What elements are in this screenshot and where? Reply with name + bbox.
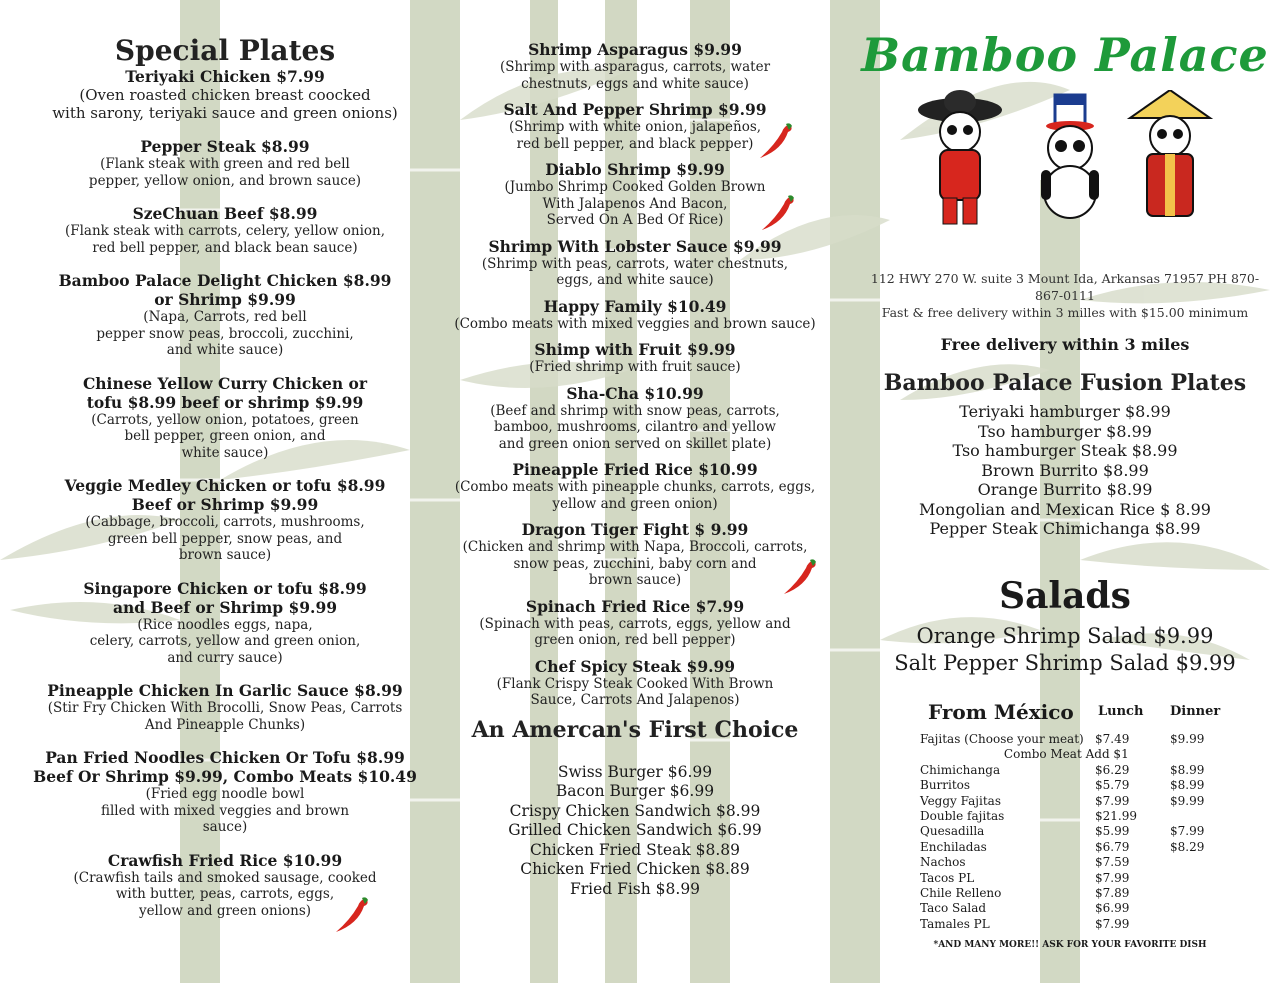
- mexico-table: [920, 732, 1240, 932]
- menu-item-desc: (Oven roasted chicken breast coocked with sarony, teriyaki sauce and green onions): [52, 86, 398, 122]
- american-item: Chicken Fried Chicken $8.89: [520, 860, 750, 878]
- mexico-row: [920, 871, 1240, 886]
- menu-item-name: Crawfish Fried Rice $10.99: [107, 850, 343, 870]
- fusion-list: [860, 402, 1270, 539]
- menu-item-name: Pineapple Fried Rice $10.99: [512, 460, 758, 479]
- salads-section: [860, 575, 1270, 677]
- fusion-item: Mongolian and Mexican Rice $ 8.99: [919, 499, 1211, 519]
- menu-item: [20, 374, 430, 462]
- mexico-item-name: Tacos PL: [920, 870, 975, 885]
- menu-item: [440, 297, 830, 333]
- mexico-dinner-price: $8.99: [1170, 762, 1205, 777]
- menu-item-desc: (Flank steak with green and red bell pepper, yellow onion, and brown sauce): [88, 156, 362, 189]
- mexico-dinner-price: $9.99: [1170, 793, 1205, 808]
- menu-item-desc: (Carrots, yellow onion, potatoes, green bell pepper, green onion, and white sauce): [91, 411, 359, 461]
- menu-item: [20, 748, 430, 836]
- menu-item-name: Sha-Cha $10.99: [566, 383, 704, 403]
- mexico-dinner-price: [1170, 886, 1230, 901]
- mexico-item-name: Veggy Fajitas: [920, 793, 1001, 808]
- mexico-lunch-price: $7.99: [1095, 793, 1130, 808]
- menu-item-name: Salt And Pepper Shrimp $9.99: [503, 100, 767, 119]
- fusion-item: Brown Burrito $8.99: [981, 460, 1149, 480]
- menu-item-desc: (Jumbo Shrimp Cooked Golden Brown With Jalapenos And Bacon, Served On A Bed Of Rice): [504, 179, 766, 228]
- mexico-lunch-price: $7.99: [1095, 870, 1130, 885]
- menu-item-desc: (Rice noodles eggs, napa, celery, carrots, yellow and green onion, and curry sauce): [89, 616, 361, 666]
- brand-column: [860, 0, 1270, 950]
- menu-item: [440, 40, 830, 92]
- mexico-dinner-price: $8.29: [1170, 839, 1205, 854]
- menu-item: [20, 579, 430, 667]
- chili-pepper-icon: [780, 556, 820, 596]
- menu-item-desc: (Flank Crispy Steak Cooked With Brown Sauce, Carrots And Jalapenos): [496, 675, 774, 708]
- mexico-item-name: Taco Salad: [920, 901, 987, 916]
- panda-mascots-image: [905, 90, 1225, 230]
- menu-item-name: Happy Family $10.49: [543, 296, 727, 316]
- mexico-row: [920, 840, 1240, 855]
- menu-item-name: Teriyaki Chicken $7.99: [125, 67, 325, 86]
- chili-pepper-icon: [756, 120, 796, 160]
- salad-item: Orange Shrimp Salad $9.99: [916, 623, 1214, 648]
- mexico-dinner-price: [1170, 855, 1230, 870]
- menu-item-name: Dragon Tiger Fight $ 9.99: [521, 520, 749, 539]
- american-item: Bacon Burger $6.99: [555, 782, 715, 800]
- special-plates-list: [20, 67, 430, 919]
- special-plates-title: Special Plates: [114, 34, 336, 67]
- mexico-item-name: Chile Relleno: [920, 886, 1002, 901]
- mexico-dinner-price: [1170, 809, 1230, 824]
- menu-item: [440, 460, 830, 512]
- menu-item-name: Pineapple Chicken In Garlic Sauce $8.99: [47, 681, 403, 700]
- menu-item-name: Shimp with Fruit $9.99: [534, 340, 736, 359]
- chili-pepper-icon: [758, 192, 798, 232]
- menu-item: [440, 384, 830, 453]
- menu-item: [440, 520, 830, 589]
- menu-item-name: Singapore Chicken or tofu $8.99 and Beef or Shrimp $9.99: [83, 578, 367, 617]
- fusion-item: Orange Burrito $8.99: [977, 480, 1153, 499]
- mexico-row: [920, 809, 1240, 824]
- menu-item-desc: (Shrimp with peas, carrots, water chestnuts, eggs, and white sauce): [481, 255, 789, 288]
- menu-item-desc: (Napa, Carrots, red bell pepper snow peas, broccoli, zucchini, and white sauce): [96, 309, 354, 358]
- menu-item-desc: (Cabbage, broccoli, carrots, mushrooms, green bell pepper, snow peas, and brown sauce): [85, 514, 365, 563]
- lunch-label: Lunch: [1098, 704, 1144, 719]
- menu-item-name: Chinese Yellow Curry Chicken or tofu $8.99 beef or shrimp $9.99: [82, 373, 368, 412]
- fusion-item: Tso hamburger Steak $8.99: [952, 441, 1178, 460]
- menu-item-desc: (Spinach with peas, carrots, eggs, yellow and green onion, red bell pepper): [479, 615, 791, 648]
- mexico-dinner-price: $8.99: [1170, 778, 1205, 793]
- american-item: Swiss Burger $6.99: [557, 762, 713, 781]
- menu-item-name: Shrimp Asparagus $9.99: [528, 40, 742, 59]
- mexico-row: [920, 794, 1240, 809]
- mexico-item-name: Double fajitas: [920, 809, 1005, 824]
- mexico-title: From México: [928, 700, 1074, 724]
- fusion-title: Bamboo Palace Fusion Plates: [883, 370, 1247, 396]
- mexico-lunch-price: $5.79: [1095, 778, 1130, 793]
- mexico-lunch-price: $7.89: [1095, 886, 1130, 901]
- brand-logo-text: Bamboo Palace: [861, 28, 1269, 82]
- mexico-item-name: Chimichanga: [920, 762, 1001, 777]
- address-text: 112 HWY 270 W. suite 3 Mount Ida, Arkansas 71957 PH 870-867-0111: [870, 271, 1260, 303]
- mexico-dinner-price: [1186, 747, 1240, 762]
- menu-item-name: Pan Fried Noodles Chicken Or Tofu $8.99 Beef Or Shrimp $9.99, Combo Meats $10.49: [33, 748, 417, 786]
- mexico-dinner-price: $7.99: [1170, 824, 1205, 839]
- mexico-lunch-price: $21.99: [1095, 809, 1137, 824]
- mexico-lunch-price: $7.99: [1095, 916, 1130, 931]
- mexico-lunch-price: $5.99: [1095, 824, 1130, 839]
- american-item: Crispy Chicken Sandwich $8.99: [509, 801, 761, 820]
- menu-item-desc: (Crawfish tails and smoked sausage, cooked with butter, peas, carrots, eggs, yellow and green onions): [73, 869, 377, 919]
- menu-item: [20, 137, 430, 189]
- mexico-lunch-price: $6.79: [1095, 839, 1130, 854]
- mexico-lunch-price: $6.99: [1095, 901, 1130, 916]
- fusion-item: Teriyaki hamburger $8.99: [959, 402, 1171, 421]
- mexico-row: [920, 917, 1240, 932]
- menu-item: [20, 271, 430, 359]
- mexico-dinner-price: [1170, 901, 1230, 916]
- mexico-dinner-price: [1170, 871, 1230, 886]
- american-title: An Amercan's First Choice: [471, 716, 799, 743]
- menu-item: [440, 597, 830, 649]
- mexico-row: [920, 855, 1240, 870]
- fusion-item: Tso hamburger $8.99: [978, 421, 1152, 441]
- special-plates-column: [20, 0, 430, 934]
- american-item: Chicken Fried Steak $8.89: [529, 840, 741, 859]
- menu-item-name: Bamboo Palace Delight Chicken $8.99 or Shrimp $9.99: [58, 271, 392, 309]
- menu-item-desc: (Fried shrimp with fruit sauce): [529, 359, 741, 375]
- mexico-row: [920, 732, 1240, 747]
- menu-item-name: Chef Spicy Steak $9.99: [534, 656, 736, 676]
- menu-item-desc: (Combo meats with pineapple chunks, carrots, eggs, yellow and green onion): [454, 479, 816, 512]
- menu-item-desc: (Flank steak with carrots, celery, yellow onion, red bell pepper, and black bean sauce): [64, 223, 386, 256]
- mexico-row: [920, 778, 1240, 793]
- menu-item-name: Pepper Steak $8.99: [140, 137, 310, 156]
- menu-item-name: Spinach Fried Rice $7.99: [525, 596, 745, 616]
- fusion-item: Pepper Steak Chimichanga $8.99: [929, 519, 1201, 538]
- mexico-item-name: Burritos: [920, 778, 971, 793]
- mexico-lunch-price: $7.59: [1095, 855, 1130, 870]
- menu-item: [20, 681, 430, 733]
- mexico-row: [920, 747, 1240, 762]
- chili-pepper-icon: [332, 894, 372, 934]
- mexico-item-name: Fajitas (Choose your meat): [920, 732, 1084, 746]
- free-delivery-text: Free delivery within 3 miles: [940, 335, 1190, 354]
- menu-item-name: SzeChuan Beef $8.99: [132, 204, 318, 223]
- mexico-row: [920, 763, 1240, 778]
- menu-item-desc: (Beef and shrimp with snow peas, carrots, bamboo, mushrooms, cilantro and yellow and green onion served on skillet plate): [490, 402, 780, 452]
- menu-item: [440, 237, 830, 289]
- menu-item-desc: (Chicken and shrimp with Napa, Broccoli, carrots, snow peas, zucchini, baby corn and brown sauce): [462, 539, 808, 588]
- salad-list: [860, 623, 1270, 677]
- dinner-label: Dinner: [1170, 704, 1221, 719]
- mexico-lunch-price: Combo Meat Add $1: [1003, 747, 1129, 762]
- mexico-item-name: Nachos: [920, 855, 966, 870]
- mexico-dinner-price: [1170, 917, 1230, 932]
- menu-item: [440, 657, 830, 709]
- mexico-row: [920, 901, 1240, 916]
- mexico-item-name: Quesadilla: [920, 824, 985, 839]
- mexico-row: [920, 886, 1240, 901]
- mexico-item-name: Tamales PL: [920, 916, 990, 931]
- american-list: [440, 763, 830, 900]
- menu-item: [20, 204, 430, 256]
- menu-item-desc: (Stir Fry Chicken With Brocolli, Snow Peas, Carrots And Pineapple Chunks): [47, 700, 403, 733]
- menu-item-name: Veggie Medley Chicken or tofu $8.99 Beef or Shrimp $9.99: [64, 476, 386, 514]
- menu-item-desc: (Shrimp with asparagus, carrots, water chestnuts, eggs and white sauce): [499, 59, 771, 92]
- menu-item: [20, 476, 430, 564]
- mexico-item-name: Enchiladas: [920, 839, 987, 854]
- menu-item-desc: (Combo meats with mixed veggies and brown sauce): [454, 315, 816, 332]
- more-dishes-note: *AND MANY MORE!! ASK FOR YOUR FAVORITE DISH: [933, 940, 1207, 950]
- menu-item-name: Diablo Shrimp $9.99: [545, 160, 725, 179]
- menu-item-name: Shrimp With Lobster Sauce $9.99: [488, 236, 782, 256]
- delivery-note: Fast & free delivery within 3 milles with $15.00 minimum: [881, 305, 1249, 320]
- salads-title: Salads: [999, 574, 1131, 617]
- menu-item: [20, 67, 430, 122]
- american-item: Grilled Chicken Sandwich $6.99: [508, 821, 762, 839]
- mexico-lunch-price: $7.49: [1095, 732, 1130, 746]
- mexico-row: [920, 824, 1240, 839]
- menu-item-desc: (Fried egg noodle bowl filled with mixed veggies and brown sauce): [100, 786, 350, 835]
- mexico-dinner-price: $9.99: [1170, 732, 1205, 746]
- american-item: Fried Fish $8.99: [569, 879, 701, 898]
- menu-item-desc: (Shrimp with white onion, jalapeños, red bell pepper, and black pepper): [508, 119, 762, 152]
- menu-item: [440, 340, 830, 376]
- mexico-lunch-price: $6.29: [1095, 762, 1130, 777]
- salad-item: Salt Pepper Shrimp Salad $9.99: [894, 650, 1236, 675]
